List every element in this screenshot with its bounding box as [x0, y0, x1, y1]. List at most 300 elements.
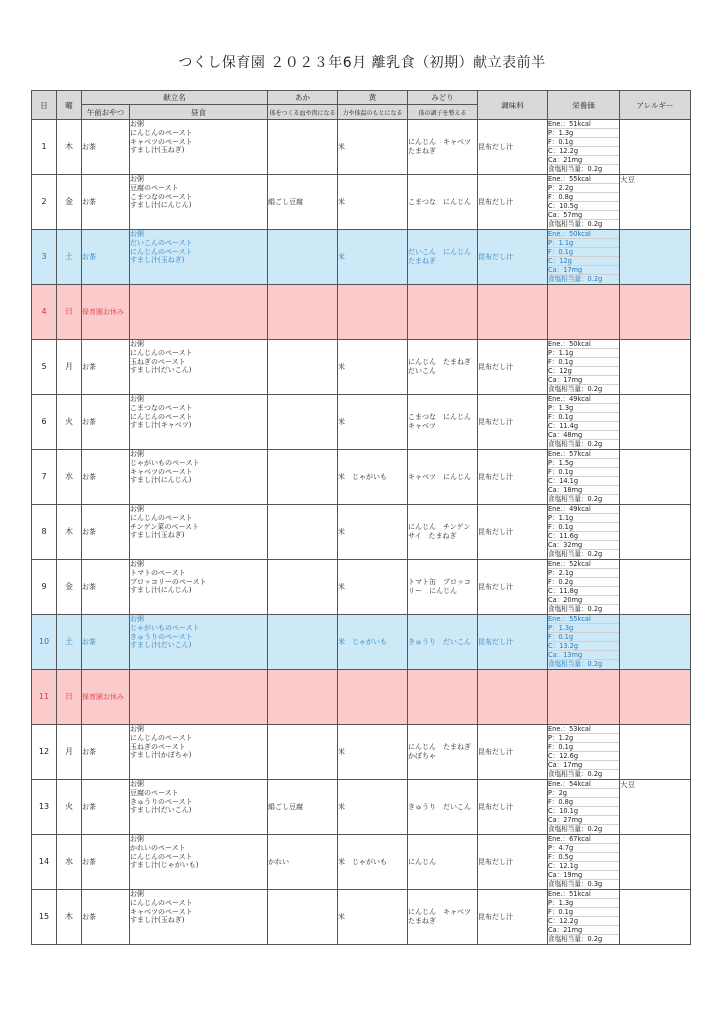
lunch-item: お粥 [130, 230, 144, 238]
nutrition-line: P：2.1g [548, 569, 619, 578]
seasoning-cell: 昆布だし汁 [478, 890, 548, 945]
table-row [32, 615, 691, 670]
yellow-food-cell: 米 [338, 230, 408, 285]
allergy-cell [620, 340, 691, 395]
lunch-item: お粥 [130, 560, 144, 568]
weekday: 月 [57, 340, 82, 395]
nutrition-line: 食塩相当量：0.2g [548, 825, 603, 834]
nutrition-line: Ene.：57kcal [548, 450, 619, 459]
nutrition-line: F：0.8g [548, 193, 619, 202]
allergy-cell [620, 285, 691, 340]
nutrition-cell [548, 120, 620, 175]
nutrition-line: P：1.2g [548, 734, 619, 743]
header-yellow: 黄 [338, 91, 408, 105]
weekday: 水 [57, 450, 82, 505]
nutrition-line: Ca：27mg [548, 816, 619, 825]
table-row [32, 890, 691, 945]
nutrition-line: P：2g [548, 789, 619, 798]
yellow-food-cell: 米 じゃがいも [338, 835, 408, 890]
nutrition-line: 食塩相当量：0.2g [548, 550, 603, 559]
nutrition-line: 食塩相当量：0.2g [548, 385, 603, 394]
seasoning-cell [478, 670, 548, 725]
lunch-item: 玉ねぎのペースト [130, 357, 186, 366]
nutrition-line: Ene.：55kcal [548, 615, 619, 624]
nutrition-cell [548, 175, 620, 230]
lunch-cell [130, 890, 268, 945]
green-food-cell [408, 670, 478, 725]
nutrition-line: P：1.3g [548, 404, 619, 413]
red-food-cell: 絹ごし豆腐 [268, 780, 338, 835]
nutrition-line: C：10.1g [548, 807, 619, 816]
nutrition-line: F：0.1g [548, 468, 619, 477]
lunch-item: キャベツのペースト [130, 467, 193, 476]
weekday: 土 [57, 615, 82, 670]
weekday: 金 [57, 560, 82, 615]
green-food-cell: トマト缶 ブロッコ リー にんじん [408, 560, 478, 615]
snack-cell: お茶 [82, 505, 130, 560]
allergy-cell [620, 835, 691, 890]
nutrition-line: 食塩相当量：0.2g [548, 495, 603, 504]
lunch-cell [130, 615, 268, 670]
lunch-item: すまし汁(だいこん) [130, 641, 192, 650]
lunch-item: すまし汁(玉ねぎ) [130, 916, 185, 925]
snack-cell: 保育園お休み [82, 285, 130, 340]
nutrition-line: Ene.：51kcal [548, 120, 619, 129]
red-food-cell [268, 560, 338, 615]
nutrition-line: P：1.3g [548, 899, 619, 908]
snack-cell: お茶 [82, 120, 130, 175]
lunch-item: かれいのペースト [130, 843, 186, 852]
lunch-cell [130, 395, 268, 450]
lunch-cell [130, 560, 268, 615]
red-food-cell [268, 120, 338, 175]
nutrition-cell [548, 835, 620, 890]
day-number: 9 [32, 560, 57, 615]
nutrition-line: F：0.1g [548, 358, 619, 367]
lunch-item: きゅうりのペースト [130, 632, 193, 641]
nutrition-line: F：0.1g [548, 743, 619, 752]
nutrition-line: Ca：21mg [548, 156, 619, 165]
nutrition-line: Ca：17mg [548, 376, 619, 385]
lunch-item: にんじんのペースト [130, 348, 193, 357]
nutrition-line: F：0.2g [548, 578, 619, 587]
green-food-cell: にんじん キャベツ たまねぎ [408, 120, 478, 175]
nutrition-cell [548, 505, 620, 560]
red-food-cell [268, 285, 338, 340]
nutrition-line: C：12.2g [548, 147, 619, 156]
green-food-cell: にんじん たまねぎ だいこん [408, 340, 478, 395]
nutrition-line: 食塩相当量：0.2g [548, 935, 603, 944]
red-food-cell [268, 450, 338, 505]
lunch-item: こまつなのペースト [130, 403, 193, 412]
nutrition-line: Ene.：50kcal [548, 340, 619, 349]
lunch-item: すまし汁(かぼちゃ) [130, 751, 192, 760]
nutrition-line: C：12g [548, 257, 619, 266]
allergy-cell [620, 505, 691, 560]
nutrition-line: Ene.：52kcal [548, 560, 619, 569]
yellow-food-cell: 米 [338, 340, 408, 395]
nutrition-line: C：14.1g [548, 477, 619, 486]
nutrition-line: F：0.1g [548, 523, 619, 532]
nutrition-line: Ene.：51kcal [548, 890, 619, 899]
day-number: 1 [32, 120, 57, 175]
allergy-cell [620, 450, 691, 505]
nutrition-cell [548, 670, 620, 725]
header-allergy: アレルギー [620, 91, 691, 120]
lunch-item: お粥 [130, 340, 144, 348]
nutrition-line: F：0.1g [548, 413, 619, 422]
lunch-cell [130, 505, 268, 560]
table-row [32, 780, 691, 835]
weekday: 木 [57, 890, 82, 945]
header-lunch: 昼食 [130, 105, 268, 120]
nutrition-cell [548, 395, 620, 450]
red-food-cell [268, 230, 338, 285]
nutrition-cell [548, 450, 620, 505]
header-red-sub: 体をつくる血や肉になる [268, 105, 338, 120]
lunch-item: お粥 [130, 505, 144, 513]
table-row [32, 285, 691, 340]
weekday: 火 [57, 780, 82, 835]
allergy-cell [620, 615, 691, 670]
green-food-cell: だいこん にんじん たまねぎ [408, 230, 478, 285]
day-number: 10 [32, 615, 57, 670]
nutrition-line: P：1.1g [548, 514, 619, 523]
red-food-cell [268, 725, 338, 780]
day-number: 2 [32, 175, 57, 230]
nutrition-line: Ca：57mg [548, 211, 619, 220]
snack-cell: お茶 [82, 835, 130, 890]
nutrition-line: Ca：20mg [548, 596, 619, 605]
green-food-cell [408, 285, 478, 340]
nutrition-line: C：11.4g [548, 422, 619, 431]
nutrition-line: P：1.1g [548, 239, 619, 248]
table-row [32, 175, 691, 230]
lunch-item: すまし汁(玉ねぎ) [130, 531, 185, 540]
yellow-food-cell: 米 [338, 780, 408, 835]
seasoning-cell: 昆布だし汁 [478, 835, 548, 890]
day-number: 8 [32, 505, 57, 560]
header-nutrition: 栄養価 [548, 91, 620, 120]
nutrition-line: 食塩相当量：0.2g [548, 275, 603, 284]
red-food-cell: かれい [268, 835, 338, 890]
allergy-cell [620, 230, 691, 285]
table-row [32, 230, 691, 285]
nutrition-line: Ca：17mg [548, 266, 619, 275]
day-number: 11 [32, 670, 57, 725]
green-food-cell: こまつな にんじん [408, 175, 478, 230]
lunch-item: すまし汁(玉ねぎ) [130, 256, 185, 265]
nutrition-line: P：1.5g [548, 459, 619, 468]
red-food-cell [268, 395, 338, 450]
nutrition-line: F：0.8g [548, 798, 619, 807]
snack-cell: お茶 [82, 230, 130, 285]
lunch-cell [130, 725, 268, 780]
lunch-item: にんじんのペースト [130, 852, 193, 861]
snack-cell: お茶 [82, 890, 130, 945]
red-food-cell [268, 505, 338, 560]
day-number: 12 [32, 725, 57, 780]
nutrition-line: 食塩相当量：0.3g [548, 880, 603, 889]
lunch-item: だいこんのペースト [130, 238, 193, 247]
lunch-cell [130, 230, 268, 285]
nutrition-line: C：11.8g [548, 587, 619, 596]
header-yellow-sub: 力や体温のもとになる [338, 105, 408, 120]
green-food-cell: にんじん チンゲン サイ たまねぎ [408, 505, 478, 560]
lunch-cell [130, 780, 268, 835]
weekday: 金 [57, 175, 82, 230]
lunch-item: キャベツのペースト [130, 137, 193, 146]
lunch-item: にんじんのペースト [130, 128, 193, 137]
table-row [32, 450, 691, 505]
nutrition-line: 食塩相当量：0.2g [548, 605, 603, 614]
allergy-cell [620, 560, 691, 615]
snack-cell: お茶 [82, 615, 130, 670]
yellow-food-cell [338, 285, 408, 340]
header-green-sub: 体の調子を整える [408, 105, 478, 120]
nutrition-line: Ene.：53kcal [548, 725, 619, 734]
nutrition-line: P：1.3g [548, 129, 619, 138]
red-food-cell [268, 340, 338, 395]
nutrition-line: F：0.1g [548, 138, 619, 147]
snack-cell: お茶 [82, 395, 130, 450]
seasoning-cell: 昆布だし汁 [478, 230, 548, 285]
lunch-item: すまし汁(にんじん) [130, 586, 192, 595]
nutrition-line: 食塩相当量：0.2g [548, 440, 603, 449]
day-number: 6 [32, 395, 57, 450]
seasoning-cell: 昆布だし汁 [478, 505, 548, 560]
yellow-food-cell: 米 [338, 120, 408, 175]
red-food-cell [268, 615, 338, 670]
seasoning-cell [478, 285, 548, 340]
snack-cell: 保育園お休み [82, 670, 130, 725]
allergy-cell: 大豆 [620, 780, 691, 835]
seasoning-cell: 昆布だし汁 [478, 560, 548, 615]
header-seasoning: 調味料 [478, 91, 548, 120]
weekday: 日 [57, 670, 82, 725]
day-number: 7 [32, 450, 57, 505]
yellow-food-cell: 米 [338, 175, 408, 230]
nutrition-line: P：4.7g [548, 844, 619, 853]
nutrition-line: C：11.6g [548, 532, 619, 541]
lunch-item: すまし汁(だいこん) [130, 366, 192, 375]
lunch-item: 玉ねぎのペースト [130, 742, 186, 751]
allergy-cell [620, 120, 691, 175]
nutrition-line: F：0.1g [548, 908, 619, 917]
lunch-item: じゃがいものペースト [130, 623, 200, 632]
day-number: 3 [32, 230, 57, 285]
nutrition-line: Ene.：50kcal [548, 230, 619, 239]
page-title: つくし保育園 ２０２３年6月 離乳食（初期）献立表前半 [178, 55, 546, 71]
lunch-item: お粥 [130, 835, 144, 843]
lunch-cell [130, 340, 268, 395]
seasoning-cell: 昆布だし汁 [478, 725, 548, 780]
yellow-food-cell: 米 [338, 725, 408, 780]
day-number: 15 [32, 890, 57, 945]
table-row [32, 835, 691, 890]
weekday: 火 [57, 395, 82, 450]
nutrition-cell [548, 615, 620, 670]
lunch-item: キャベツのペースト [130, 907, 193, 916]
green-food-cell: にんじん キャベツ たまねぎ [408, 890, 478, 945]
nutrition-line: C：12g [548, 367, 619, 376]
yellow-food-cell: 米 [338, 395, 408, 450]
lunch-item: お粥 [130, 450, 144, 458]
yellow-food-cell: 米 [338, 560, 408, 615]
lunch-item: お粥 [130, 780, 144, 788]
green-food-cell: きゅうり だいこん [408, 780, 478, 835]
nutrition-cell [548, 780, 620, 835]
snack-cell: お茶 [82, 560, 130, 615]
weekday: 木 [57, 120, 82, 175]
header-green: みどり [408, 91, 478, 105]
day-number: 13 [32, 780, 57, 835]
menu-table [31, 90, 691, 945]
lunch-cell [130, 120, 268, 175]
header-menu: 献立名 [82, 91, 268, 105]
seasoning-cell: 昆布だし汁 [478, 340, 548, 395]
nutrition-line: P：1.3g [548, 624, 619, 633]
nutrition-line: C：13.2g [548, 642, 619, 651]
table-row [32, 505, 691, 560]
lunch-item: すまし汁(玉ねぎ) [130, 146, 185, 155]
nutrition-line: 食塩相当量：0.2g [548, 220, 603, 229]
header-red: あか [268, 91, 338, 105]
nutrition-line: Ene.：67kcal [548, 835, 619, 844]
yellow-food-cell: 米 じゃがいも [338, 615, 408, 670]
nutrition-line: Ca：19mg [548, 871, 619, 880]
header-snack: 午前おやつ [82, 105, 130, 120]
allergy-cell [620, 670, 691, 725]
lunch-item: にんじんのペースト [130, 733, 193, 742]
lunch-item: にんじんのペースト [130, 513, 193, 522]
nutrition-line: Ca：21mg [548, 926, 619, 935]
snack-cell: お茶 [82, 340, 130, 395]
nutrition-line: Ca：48mg [548, 431, 619, 440]
red-food-cell: 絹ごし豆腐 [268, 175, 338, 230]
lunch-cell [130, 835, 268, 890]
green-food-cell: きゅうり だいこん [408, 615, 478, 670]
weekday: 日 [57, 285, 82, 340]
lunch-item: にんじんのペースト [130, 898, 193, 907]
nutrition-line: Ca：18mg [548, 486, 619, 495]
lunch-item: 豆腐のペースト [130, 788, 179, 797]
allergy-cell [620, 890, 691, 945]
nutrition-line: F：0.5g [548, 853, 619, 862]
lunch-cell [130, 175, 268, 230]
snack-cell: お茶 [82, 725, 130, 780]
snack-cell: お茶 [82, 175, 130, 230]
seasoning-cell: 昆布だし汁 [478, 120, 548, 175]
lunch-item: お粥 [130, 120, 144, 128]
nutrition-cell [548, 340, 620, 395]
header-day: 日 [32, 91, 57, 120]
lunch-item: お粥 [130, 890, 144, 898]
seasoning-cell: 昆布だし汁 [478, 615, 548, 670]
day-number: 5 [32, 340, 57, 395]
day-number: 4 [32, 285, 57, 340]
nutrition-line: C：12.6g [548, 752, 619, 761]
allergy-cell [620, 395, 691, 450]
nutrition-line: 食塩相当量：0.2g [548, 770, 603, 779]
nutrition-line: Ene.：49kcal [548, 505, 619, 514]
snack-cell: お茶 [82, 450, 130, 505]
weekday: 月 [57, 725, 82, 780]
lunch-item: トマトのペースト [130, 568, 186, 577]
header-weekday: 曜 [57, 91, 82, 120]
lunch-item: すまし汁(にんじん) [130, 476, 192, 485]
yellow-food-cell: 米 [338, 505, 408, 560]
weekday: 木 [57, 505, 82, 560]
red-food-cell [268, 670, 338, 725]
nutrition-line: F：0.1g [548, 633, 619, 642]
red-food-cell [268, 890, 338, 945]
lunch-item: きゅうりのペースト [130, 797, 193, 806]
lunch-item: すまし汁(キャベツ) [130, 421, 192, 430]
lunch-item: お粥 [130, 175, 144, 183]
snack-cell: お茶 [82, 780, 130, 835]
day-number: 14 [32, 835, 57, 890]
weekday: 土 [57, 230, 82, 285]
lunch-item: お粥 [130, 725, 144, 733]
nutrition-line: 食塩相当量：0.2g [548, 660, 603, 669]
nutrition-line: Ene.：55kcal [548, 175, 619, 184]
table-row [32, 340, 691, 395]
seasoning-cell: 昆布だし汁 [478, 175, 548, 230]
green-food-cell: こまつな にんじん キャベツ [408, 395, 478, 450]
green-food-cell: にんじん たまねぎ かぼちゃ [408, 725, 478, 780]
lunch-item: 豆腐のペースト [130, 183, 179, 192]
nutrition-line: C：10.5g [548, 202, 619, 211]
table-row [32, 670, 691, 725]
seasoning-cell: 昆布だし汁 [478, 450, 548, 505]
table-row [32, 725, 691, 780]
allergy-cell [620, 725, 691, 780]
nutrition-cell [548, 890, 620, 945]
table-row [32, 120, 691, 175]
nutrition-line: C：12.1g [548, 862, 619, 871]
lunch-item: すまし汁(にんじん) [130, 201, 192, 210]
weekday: 水 [57, 835, 82, 890]
lunch-item: すまし汁(じゃがいも) [130, 861, 199, 870]
nutrition-cell [548, 725, 620, 780]
nutrition-line: Ca：17mg [548, 761, 619, 770]
nutrition-line: Ene.：49kcal [548, 395, 619, 404]
seasoning-cell: 昆布だし汁 [478, 780, 548, 835]
lunch-item: すまし汁(だいこん) [130, 806, 192, 815]
lunch-item: お粥 [130, 615, 144, 623]
seasoning-cell: 昆布だし汁 [478, 395, 548, 450]
nutrition-line: C：12.2g [548, 917, 619, 926]
nutrition-line: Ene.：54kcal [548, 780, 619, 789]
lunch-item: にんじんのペースト [130, 247, 193, 256]
lunch-item: チンゲン菜のペースト [130, 522, 200, 531]
table-row [32, 560, 691, 615]
allergy-cell: 大豆 [620, 175, 691, 230]
yellow-food-cell: 米 [338, 890, 408, 945]
lunch-item: じゃがいものペースト [130, 458, 200, 467]
lunch-cell [130, 670, 268, 725]
nutrition-line: Ca：13mg [548, 651, 619, 660]
nutrition-cell [548, 285, 620, 340]
nutrition-cell [548, 560, 620, 615]
lunch-item: にんじんのペースト [130, 412, 193, 421]
nutrition-line: P：2.2g [548, 184, 619, 193]
lunch-cell [130, 285, 268, 340]
nutrition-line: P：1.1g [548, 349, 619, 358]
yellow-food-cell: 米 じゃがいも [338, 450, 408, 505]
yellow-food-cell [338, 670, 408, 725]
